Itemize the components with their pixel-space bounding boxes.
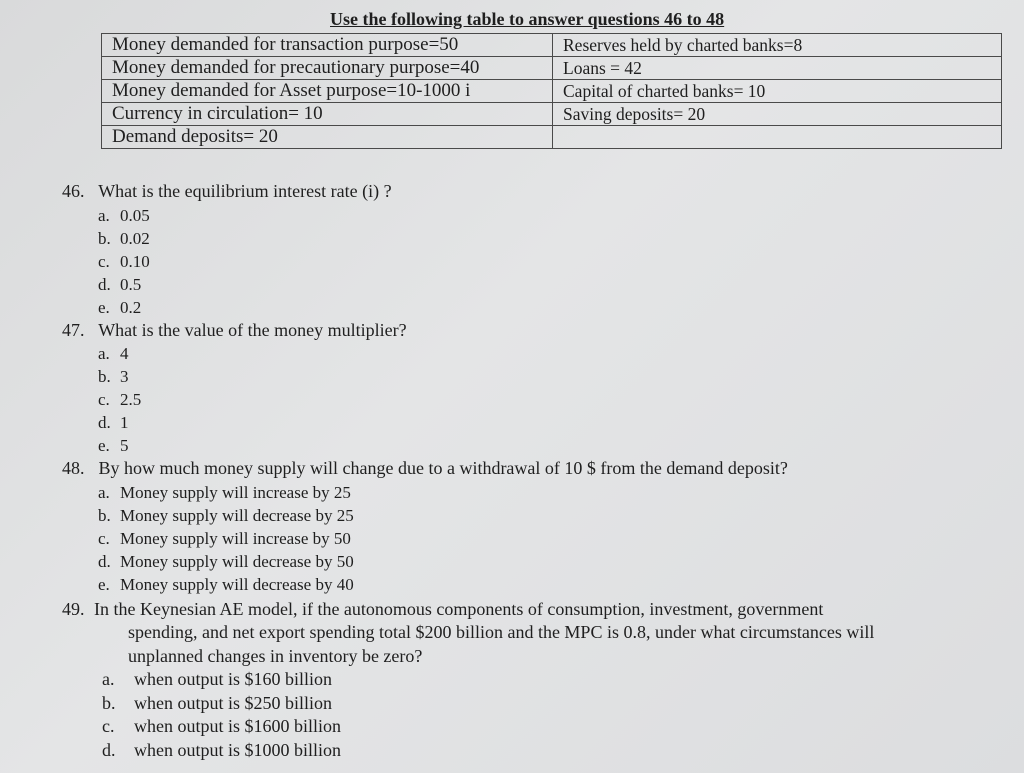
option-text: Money supply will increase by 50 [120,528,351,548]
option-letter: e. [98,436,110,455]
question-48 [62,457,1012,481]
question-47 [62,319,1012,343]
option-item[interactable] [62,481,1012,504]
question-text: By how much money supply will change due to a withdrawal of 10 $ from the demand deposit? [98,458,788,478]
option-text: when output is $160 billion [134,669,332,689]
option-item[interactable] [62,411,1012,434]
option-letter: d. [102,739,116,760]
option-text: Money supply will decrease by 40 [120,574,354,594]
info-table [101,33,1002,149]
question-number: 47. [62,319,85,340]
table-cell: Saving deposits= 20 [553,103,1002,126]
option-item[interactable] [62,342,1012,365]
option-letter: e. [98,297,110,317]
option-item[interactable] [62,296,1012,319]
question-text-line: spending, and net export spending total $200 billion and the MPC is 0.8, under what circumstances will [128,622,875,642]
option-item[interactable] [62,204,1012,227]
option-item[interactable] [62,388,1012,411]
table-heading: Use the following table to answer questions 46 to 48 [330,9,725,29]
option-text: when output is $1600 billion [134,716,341,736]
questions-list [62,180,1012,762]
option-item[interactable] [62,434,1012,457]
option-item[interactable] [62,550,1012,573]
option-letter: d. [98,551,111,571]
table-cell: Reserves held by charted banks=8 [553,34,1002,57]
option-text: 0.5 [120,274,142,294]
option-text: 0.05 [120,205,150,225]
option-letter: c. [98,390,110,409]
option-letter: a. [98,344,110,363]
option-text: when output is $1000 billion [134,739,341,760]
option-letter: d. [98,413,111,432]
table-cell: Capital of charted banks= 10 [553,80,1002,103]
option-item[interactable] [62,273,1012,296]
question-number: 46. [62,181,85,201]
question-text: What is the equilibrium interest rate (i) ? [98,181,392,201]
table-cell: Demand deposits= 20 [102,126,553,149]
table-row [102,80,1002,103]
option-letter: c. [102,716,115,736]
option-item[interactable] [62,527,1012,550]
table-cell: Loans = 42 [553,57,1002,80]
table-row [102,103,1002,126]
option-item[interactable] [62,504,1012,527]
question-text-line: unplanned changes in inventory be zero? [128,645,423,666]
option-item[interactable] [62,668,1012,692]
option-letter: b. [98,367,111,386]
option-text: 4 [120,344,129,363]
option-letter: e. [98,574,110,594]
table-cell [553,126,1002,149]
table-row [102,126,1002,149]
option-text: Money supply will decrease by 50 [120,551,354,571]
question-number: 48. [62,458,85,478]
table-cell: Currency in circulation= 10 [102,103,553,126]
option-item[interactable] [62,365,1012,388]
option-text: 3 [120,367,129,386]
option-item[interactable] [62,227,1012,250]
option-text: 1 [120,413,129,432]
option-letter: b. [98,505,111,525]
option-letter: c. [98,528,110,548]
option-text: when output is $250 billion [134,692,332,713]
option-text: 0.2 [120,297,142,317]
question-49 [62,598,1012,669]
question-text-line: In the Keynesian AE model, if the autonomous components of consumption, investment, government [94,598,824,619]
option-text: 0.10 [120,251,150,271]
option-letter: b. [102,692,116,713]
option-item[interactable] [62,573,1012,596]
option-letter: c. [98,251,110,271]
option-item[interactable] [62,692,1012,716]
option-letter: b. [98,228,111,248]
table-cell: Money demanded for transaction purpose=50 [102,34,553,57]
option-item[interactable] [62,739,1012,763]
question-text: What is the value of the money multiplier? [98,319,407,340]
table-cell: Money demanded for Asset purpose=10-1000 i [102,80,553,103]
option-text: 5 [120,436,129,455]
option-text: Money supply will increase by 25 [120,482,351,502]
option-letter: a. [98,482,110,502]
option-text: 2.5 [120,390,142,409]
option-letter: a. [98,205,110,225]
question-number: 49. [62,598,85,619]
option-letter: a. [102,669,115,689]
table-row [102,34,1002,57]
option-text: 0.02 [120,228,150,248]
table-row [102,57,1002,80]
table-cell: Money demanded for precautionary purpose=40 [102,57,553,80]
option-text: Money supply will decrease by 25 [120,505,354,525]
option-item[interactable] [62,250,1012,273]
question-46 [62,180,1012,204]
option-item[interactable] [62,715,1012,739]
option-letter: d. [98,274,111,294]
